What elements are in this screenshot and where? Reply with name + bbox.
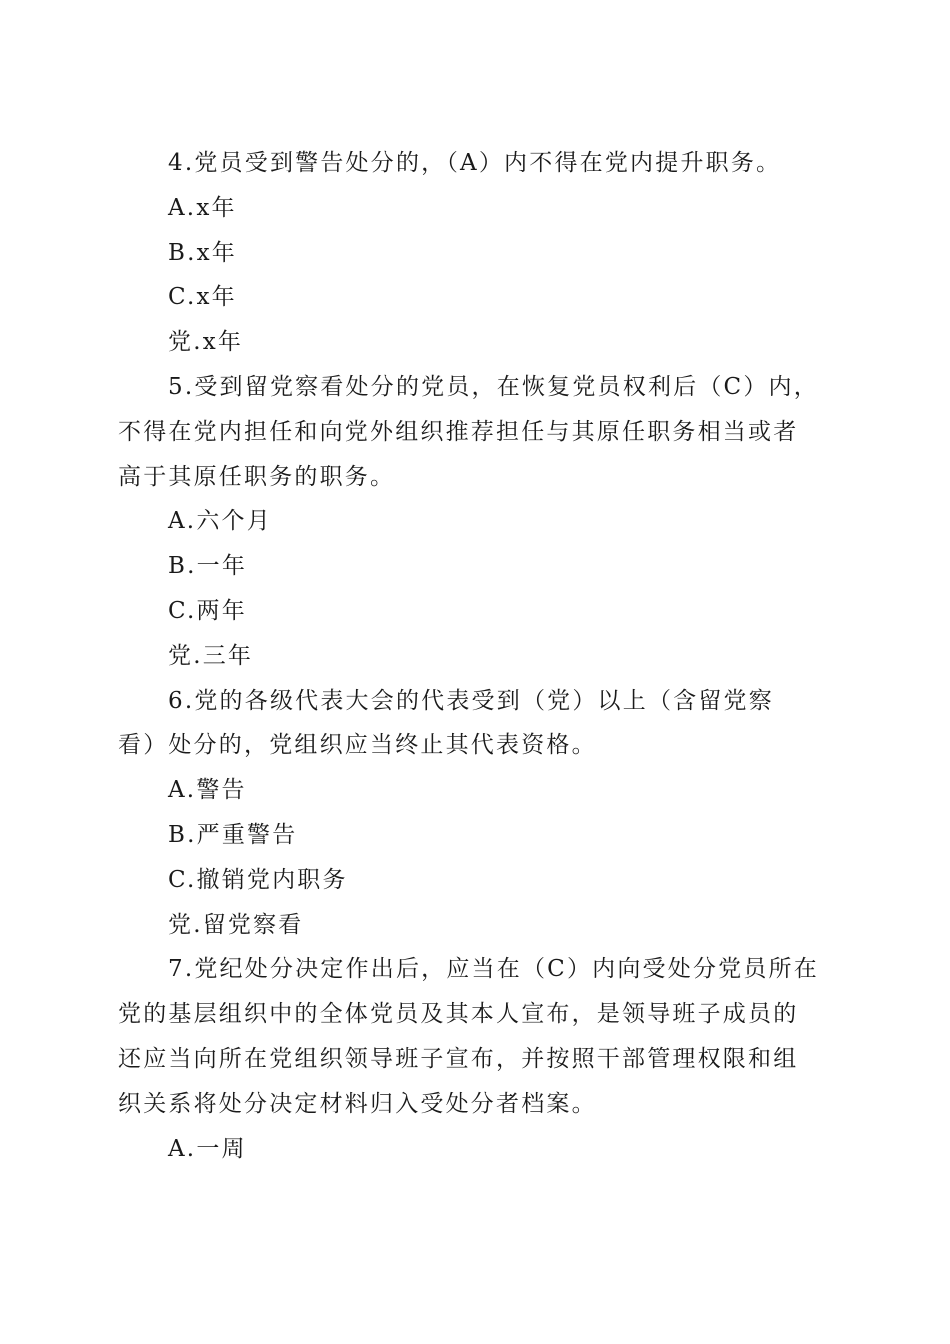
option-c: C.x年 xyxy=(168,284,237,311)
question-text-line: 织关系将处分决定材料归入受处分者档案。 xyxy=(118,1090,597,1117)
option-a: A.一周 xyxy=(168,1135,247,1162)
option-a: A.警告 xyxy=(168,777,247,804)
question-5 xyxy=(118,365,830,679)
question-text-line: 7.党纪处分决定作出后，应当在（C）内向受处分党员所在 xyxy=(168,956,819,983)
option-d: 党.三年 xyxy=(168,642,254,669)
option-b: B.x年 xyxy=(168,239,237,266)
question-text-line: 高于其原任职务的职务。 xyxy=(118,463,396,490)
option-d: 党.x年 xyxy=(168,329,244,356)
option-b: B.一年 xyxy=(168,553,248,580)
question-7 xyxy=(118,947,830,1171)
option-a: A.x年 xyxy=(168,194,237,221)
question-text-line: 党的基层组织中的全体党员及其本人宣布，是领导班子成员的 xyxy=(118,1001,799,1028)
option-d: 党.留党察看 xyxy=(168,911,304,938)
document-body xyxy=(118,141,830,1171)
option-c: C.撤销党内职务 xyxy=(168,866,348,893)
option-b: B.严重警告 xyxy=(168,821,298,848)
question-text-line: 还应当向所在党组织领导班子宣布，并按照干部管理权限和组 xyxy=(118,1045,799,1072)
question-text-line: 4.党员受到警告处分的，（A）内不得在党内提升职务。 xyxy=(168,150,782,176)
question-6 xyxy=(118,679,830,948)
question-text-line: 看）处分的，党组织应当终止其代表资格。 xyxy=(118,732,597,759)
option-c: C.两年 xyxy=(168,597,247,624)
question-text-line: 5.受到留党察看处分的党员，在恢复党员权利后（C）内， xyxy=(168,373,819,400)
question-text-line: 不得在党内担任和向党外组织推荐担任与其原任职务相当或者 xyxy=(118,418,799,445)
question-4 xyxy=(118,141,830,365)
option-a: A.六个月 xyxy=(168,508,272,535)
question-text-line: 6.党的各级代表大会的代表受到（党）以上（含留党察 xyxy=(168,687,774,714)
